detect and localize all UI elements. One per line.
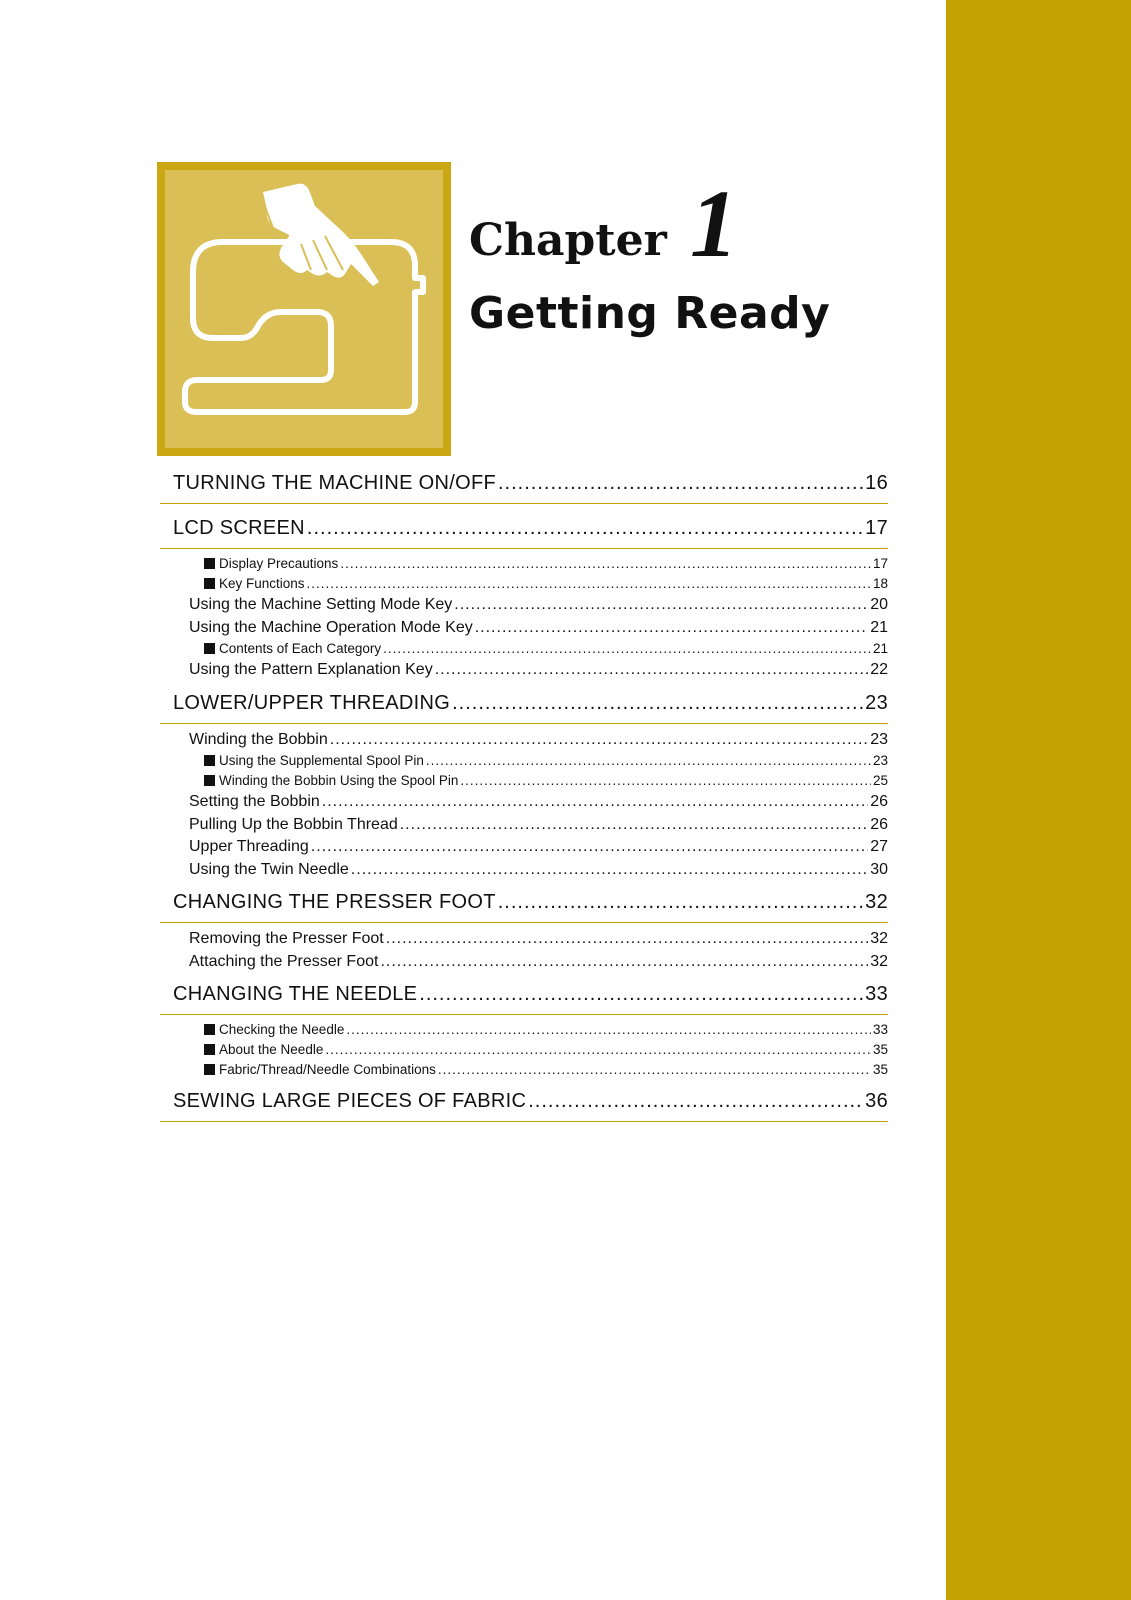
toc-page-number: 21 [870,618,888,636]
toc-entry-title: LOWER/UPPER THREADING [173,691,451,714]
chapter-title: Getting Ready [469,288,831,339]
toc-page-number: 35 [872,1062,888,1077]
toc-item-supplemental-spool-pin[interactable] [160,751,888,771]
toc-section-lcd-screen[interactable] [160,507,888,549]
toc-entry-title: Setting the Bobbin [189,793,320,810]
toc-item-setting-the-bobbin[interactable] [160,791,888,814]
toc-page-number: 21 [872,641,888,656]
toc-dot-leader [398,814,868,837]
toc-entry-title: Key Functions [219,576,305,591]
toc-entry-title: Using the Pattern Explanation Key [189,661,433,678]
toc-page-number: 26 [870,793,888,810]
toc-dot-leader [424,751,871,771]
toc-entry-title: Pulling Up the Bobbin Thread [189,815,398,833]
square-bullet-icon [204,1064,215,1075]
toc-item-winding-using-spool-pin[interactable] [160,771,888,791]
chapter-number: 1 [690,170,738,277]
toc-page-number: 20 [870,596,888,613]
square-bullet-icon [204,643,215,654]
toc-item-contents-of-each-category[interactable] [160,639,888,659]
toc-entry-title: Winding the Bobbin Using the Spool Pin [219,773,459,788]
toc-entry-title: Attaching the Presser Foot [189,952,379,970]
toc-entry-title: Using the Machine Setting Mode Key [189,596,453,613]
toc-entry-title: LCD SCREEN [173,517,305,539]
chapter-icon-background [165,170,443,448]
toc-dot-leader [473,617,868,640]
toc-page-number: 22 [870,661,888,678]
toc-page-number: 32 [865,891,888,913]
toc-page-number: 35 [872,1042,888,1057]
toc-dot-leader [433,659,869,682]
toc-dot-leader [458,771,871,791]
toc-dot-leader [320,791,868,814]
toc-entry-title: About the Needle [219,1042,324,1057]
square-bullet-icon [204,1044,215,1055]
toc-dot-leader [309,836,868,859]
square-bullet-icon [204,558,215,569]
toc-entry-title: Removing the Presser Foot [189,930,384,947]
toc-item-machine-setting-mode-key[interactable] [160,594,888,617]
chapter-label: Chapter [469,215,667,266]
toc-dot-leader [436,1060,871,1080]
toc-item-upper-threading[interactable] [160,836,888,859]
toc-entry-title: Fabric/Thread/Needle Combinations [219,1062,436,1077]
toc-dot-leader [338,554,871,574]
toc-item-key-functions[interactable] [160,574,888,594]
toc-page-number: 18 [872,576,888,591]
toc-item-removing-presser-foot[interactable] [160,928,888,951]
toc-entry-title: TURNING THE MACHINE ON/OFF [173,472,496,494]
toc-page-number: 36 [865,1090,888,1112]
toc-item-display-precautions[interactable] [160,554,888,574]
toc-dot-leader [328,729,868,752]
toc-entry-title: CHANGING THE NEEDLE [173,983,418,1005]
toc-entry-title: Display Precautions [219,556,339,571]
toc-entry-title: CHANGING THE PRESSER FOOT [173,891,496,913]
toc-dot-leader [378,951,868,974]
toc-dot-leader [323,1040,871,1060]
toc-entry-title: Upper Threading [189,838,309,855]
toc-page-number: 23 [865,691,888,714]
toc-dot-leader [417,973,863,1015]
toc-entry-title: SEWING LARGE PIECES OF FABRIC [173,1090,527,1112]
toc-entry-title: Using the Twin Needle [189,860,349,878]
toc-item-fabric-thread-needle-combinations[interactable] [160,1060,888,1080]
toc-page-number: 25 [872,773,888,788]
toc-page-number: 27 [870,838,888,855]
toc-page-number: 16 [865,472,888,494]
toc-dot-leader [526,1080,863,1122]
toc-dot-leader [344,1020,871,1040]
toc-section-lower-upper-threading[interactable] [160,682,888,724]
toc-dot-leader [496,881,863,923]
toc-section-turning-machine-on-off[interactable] [160,462,888,504]
toc-page-number: 23 [872,753,888,768]
sewing-machine-pointing-hand-icon [165,170,443,448]
toc-dot-leader [450,682,863,724]
toc-item-pattern-explanation-key[interactable] [160,659,888,682]
toc-entry-title: Winding the Bobbin [189,730,328,748]
toc-dot-leader [381,639,871,659]
toc-item-machine-operation-mode-key[interactable] [160,617,888,640]
table-of-contents [160,462,888,1125]
toc-section-changing-presser-foot[interactable] [160,881,888,923]
square-bullet-icon [204,755,215,766]
toc-page-number: 33 [872,1022,888,1037]
toc-dot-leader [384,928,868,951]
toc-page-number: 32 [870,952,888,970]
toc-entry-title: Using the Machine Operation Mode Key [189,618,473,636]
chapter-icon-panel [157,162,451,456]
toc-item-twin-needle[interactable] [160,859,888,882]
toc-page-number: 30 [870,860,888,878]
toc-dot-leader [305,507,863,549]
toc-item-about-the-needle[interactable] [160,1040,888,1060]
toc-dot-leader [349,859,868,882]
toc-page-number: 17 [865,517,888,539]
toc-page-number: 26 [870,815,888,833]
toc-page-number: 32 [870,930,888,947]
toc-section-changing-needle[interactable] [160,973,888,1015]
toc-section-sewing-large-pieces[interactable] [160,1080,888,1122]
toc-entry-title: Using the Supplemental Spool Pin [219,753,424,768]
toc-page-number: 23 [870,730,888,748]
toc-entry-title: Checking the Needle [219,1022,345,1037]
square-bullet-icon [204,775,215,786]
toc-dot-leader [452,594,868,617]
toc-page-number: 17 [872,556,888,571]
toc-item-winding-the-bobbin[interactable] [160,729,888,752]
square-bullet-icon [204,578,215,589]
toc-dot-leader [496,462,863,504]
side-color-band [946,0,1131,1600]
toc-item-attaching-presser-foot[interactable] [160,951,888,974]
square-bullet-icon [204,1024,215,1035]
toc-entry-title: Contents of Each Category [219,641,382,656]
toc-item-pulling-up-bobbin-thread[interactable] [160,814,888,837]
toc-page-number: 33 [865,983,888,1005]
toc-dot-leader [305,574,871,594]
toc-item-checking-the-needle[interactable] [160,1020,888,1040]
